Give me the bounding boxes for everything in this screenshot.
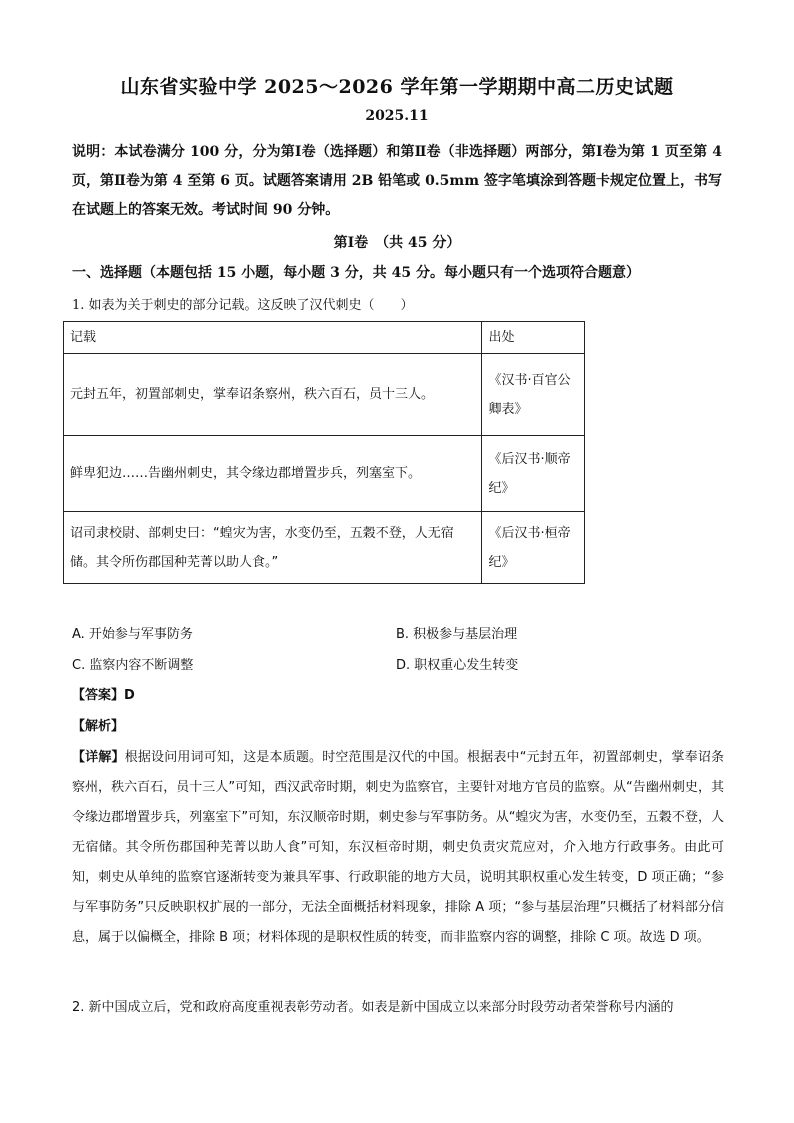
option-a: A. 开始参与军事防务	[72, 627, 193, 642]
table-cell-record: 鲜卑犯边……告幽州刺史，其令缘边郡增置步兵，列塞室下。	[64, 436, 482, 512]
part-heading: 一、选择题（本题包括 15 小题，每小题 3 分，共 45 分。每小题只有一个选项符合题意）	[72, 265, 640, 281]
table-row	[64, 354, 585, 436]
question-2-stem: 2. 新中国成立后，党和政府高度重视表彰劳动者。如表是新中国成立以来部分时段劳动者荣誉称号内涵的	[72, 1000, 674, 1015]
option-b: B. 积极参与基层治理	[396, 627, 518, 642]
detail-explanation	[72, 743, 724, 953]
header-source: 出处	[482, 322, 585, 354]
table-header-row	[64, 322, 585, 354]
analysis-label: 【解析】	[72, 719, 125, 734]
record-table	[63, 321, 585, 584]
option-d: D. 职权重心发生转变	[396, 658, 519, 673]
table-cell-source: 《汉书·百官公卿表》	[482, 354, 585, 436]
detail-tag: 【详解】	[72, 750, 125, 765]
answer: 【答案】D	[72, 688, 135, 703]
table-cell-source: 《后汉书·顺帝纪》	[482, 436, 585, 512]
detail-text: 根据设问用词可知，这是本质题。时空范围是汉代的中国。根据表中“元封五年，初置部刺史，掌奉诏条察州，秩六百石，员十三人”可知，西汉武帝时期，刺史为监察官，主要针对地方官员的监察。从“告幽州刺史，其令缘边郡增置步兵，列塞室下”可知，东汉顺帝时期，刺史参与军事防务。从“蝗灾为害，水变仍至，五穀不登，人无宿储。其令所伤郡国种芜菁以助人食”可知，东汉桓帝时期，刺史负责灾荒应对，介入地方行政事务。由此可知，刺史从单纯的监察官逐渐转变为兼具军事、行政职能的地方大员，说明其职权重心发生转变，D 项正确；“参与军事防务”只反映职权扩展的一部分，无法全面概括材料现象，排除 A 项；“参与基层治理”只概括了材料部分信息，属于以偏概全，排除 B 项；材料体现的是职权性质的转变，而非监察内容的调整，排除 C 项。故选 D 项。	[72, 750, 724, 945]
table-row	[64, 436, 585, 512]
option-c: C. 监察内容不断调整	[72, 658, 194, 673]
question-1-stem: 1. 如表为关于刺史的部分记载。这反映了汉代刺史（ ）	[72, 298, 414, 313]
instructions: 说明：本试卷满分 100 分，分为第Ⅰ卷（选择题）和第Ⅱ卷（非选择题）两部分，第Ⅰ卷为第 1 页至第 4 页，第Ⅱ卷为第 4 至第 6 页。试题答案请用 2B 铅笔或 0.5mm 签字笔填涂到答题卡规定位置上，书写在试题上的答案无效。考试时间 90 分钟。	[72, 144, 722, 218]
header-record: 记载	[64, 322, 482, 354]
table-cell-record: 元封五年，初置部刺史，掌奉诏条察州，秩六百石，员十三人。	[64, 354, 482, 436]
table-row	[64, 512, 585, 584]
section-title: 第Ⅰ卷 （共 45 分）	[333, 235, 461, 251]
exam-date: 2025.11	[365, 108, 429, 124]
table-cell-record: 诏司隶校尉、部刺史曰：“蝗灾为害，水变仍至，五穀不登，人无宿储。其令所伤郡国种芜菁以助人食。”	[64, 512, 482, 584]
exam-title: 山东省实验中学 2025～2026 学年第一学期期中高二历史试题	[120, 76, 674, 98]
table-cell-source: 《后汉书·桓帝纪》	[482, 512, 585, 584]
